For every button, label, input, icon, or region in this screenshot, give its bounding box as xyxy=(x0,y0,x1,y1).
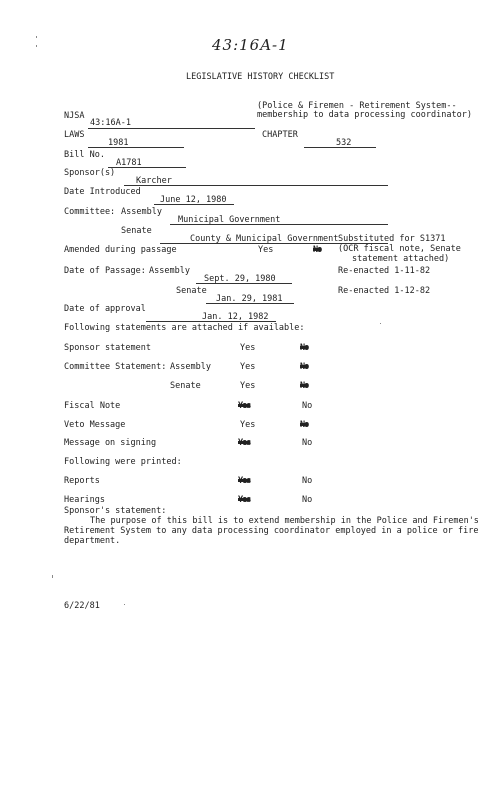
hearings-no: No xyxy=(302,495,313,505)
chapter-value: 532 xyxy=(304,138,376,148)
sponsor-label: Sponsor(s) xyxy=(64,168,116,178)
footer-date: 6/22/81 xyxy=(64,601,100,611)
approval-line xyxy=(146,304,276,323)
reports-label: Reports xyxy=(64,476,100,486)
njsa-value: 43:16A-1 xyxy=(88,118,255,129)
chapter-label: CHAPTER xyxy=(262,130,298,140)
njsa-label: NJSA xyxy=(64,111,85,121)
sponsor-statement-line-3: department. xyxy=(64,536,121,546)
committee-senate-value: County & Municipal Government xyxy=(160,234,388,244)
passage-assembly-line xyxy=(196,266,292,285)
veto-message-yes: Yes xyxy=(240,420,256,430)
committee-statement-label: Committee Statement: xyxy=(64,362,167,372)
substituted-line-3: statement attached) xyxy=(352,254,450,264)
committee-statement-senate: Senate xyxy=(170,381,201,391)
amended-no: No xyxy=(313,245,322,255)
passage-senate-label: Senate xyxy=(176,286,207,296)
bill-line xyxy=(108,150,186,169)
laws-line xyxy=(88,130,184,149)
scan-speck xyxy=(380,323,381,324)
fiscal-note-no: No xyxy=(302,401,313,411)
hearings-yes-struck: Yes xyxy=(238,495,251,505)
date-introduced-line xyxy=(154,187,234,206)
scan-speck xyxy=(36,36,37,38)
reports-no: No xyxy=(302,476,313,486)
committee-label: Committee: xyxy=(64,207,116,217)
committee-senate-label: Senate xyxy=(121,226,152,236)
reports-yes-struck: Yes xyxy=(238,476,251,486)
amended-label: Amended during passage xyxy=(64,245,177,255)
committee-senate-yes: Yes xyxy=(240,381,256,391)
chapter-line xyxy=(304,130,376,149)
sponsor-statement-yes: Yes xyxy=(240,343,256,353)
substituted-line-2: (OCR fiscal note, Senate xyxy=(338,244,461,254)
bill-label: Bill No. xyxy=(64,150,105,160)
laws-label: LAWS xyxy=(64,130,85,140)
amended-no-struck xyxy=(313,245,321,255)
statements-heading: Following statements are attached if available: xyxy=(64,323,305,333)
subject-line-1: (Police & Firemen - Retirement System-- xyxy=(257,101,457,111)
committee-assembly-value: Municipal Government xyxy=(170,215,388,225)
sponsor-statement-line-2: Retirement System to any data processing coordinator employed in a police or fire xyxy=(64,526,479,536)
committee-assembly-no-struck: No xyxy=(300,362,309,372)
sponsor-statement-heading: Sponsor's statement: xyxy=(64,506,167,516)
subject-line-2: membership to data processing coordinator) xyxy=(257,110,472,120)
reenacted-1: Re-enacted 1-11-82 xyxy=(338,266,431,276)
veto-message-no-struck: No xyxy=(300,420,309,430)
sponsor-statement-label: Sponsor statement xyxy=(64,343,151,353)
sponsor-line xyxy=(124,168,388,187)
sponsor-value: Karcher xyxy=(124,176,388,186)
message-on-signing-label: Message on signing xyxy=(64,438,157,448)
committee-assembly-yes: Yes xyxy=(240,362,256,372)
committee-assembly-label: Assembly xyxy=(121,207,162,217)
passage-assembly-value: Sept. 29, 1980 xyxy=(196,274,292,284)
committee-assembly-line xyxy=(170,207,388,226)
sponsor-statement-line-1: The purpose of this bill is to extend membership in the Police and Firemen's xyxy=(90,516,479,526)
substituted-line-1: Substituted for S1371 xyxy=(338,234,446,244)
page-title: LEGISLATIVE HISTORY CHECKLIST xyxy=(186,72,335,82)
passage-label: Date of Passage: xyxy=(64,266,146,276)
date-introduced-value: June 12, 1980 xyxy=(154,195,234,205)
njsa-line xyxy=(88,110,253,129)
reenacted-2: Re-enacted 1-12-82 xyxy=(338,286,431,296)
scan-speck xyxy=(52,575,53,578)
laws-value: 1981 xyxy=(88,138,184,148)
approval-label: Date of approval xyxy=(64,304,146,314)
sponsor-statement-no-struck: No xyxy=(300,343,309,353)
message-on-signing-no: No xyxy=(302,438,313,448)
fiscal-note-label: Fiscal Note xyxy=(64,401,121,411)
fiscal-note-yes-struck: Yes xyxy=(238,401,251,411)
printed-heading: Following were printed: xyxy=(64,457,182,467)
committee-senate-no-struck: No xyxy=(300,381,309,391)
passage-senate-line xyxy=(206,286,294,305)
hearings-label: Hearings xyxy=(64,495,105,505)
scan-speck xyxy=(36,45,37,47)
amended-yes: Yes xyxy=(258,245,274,255)
passage-assembly-label: Assembly xyxy=(149,266,190,276)
passage-senate-value: Jan. 29, 1981 xyxy=(206,294,294,304)
veto-message-label: Veto Message xyxy=(64,420,126,430)
bill-value: A1781 xyxy=(108,158,186,168)
date-introduced-label: Date Introduced xyxy=(64,187,141,197)
handwritten-code: 43:16A-1 xyxy=(212,36,289,54)
committee-statement-assembly: Assembly xyxy=(170,362,211,372)
message-on-signing-yes-struck: Yes xyxy=(238,438,251,448)
scan-speck xyxy=(124,604,125,605)
approval-value: Jan. 12, 1982 xyxy=(146,312,276,322)
